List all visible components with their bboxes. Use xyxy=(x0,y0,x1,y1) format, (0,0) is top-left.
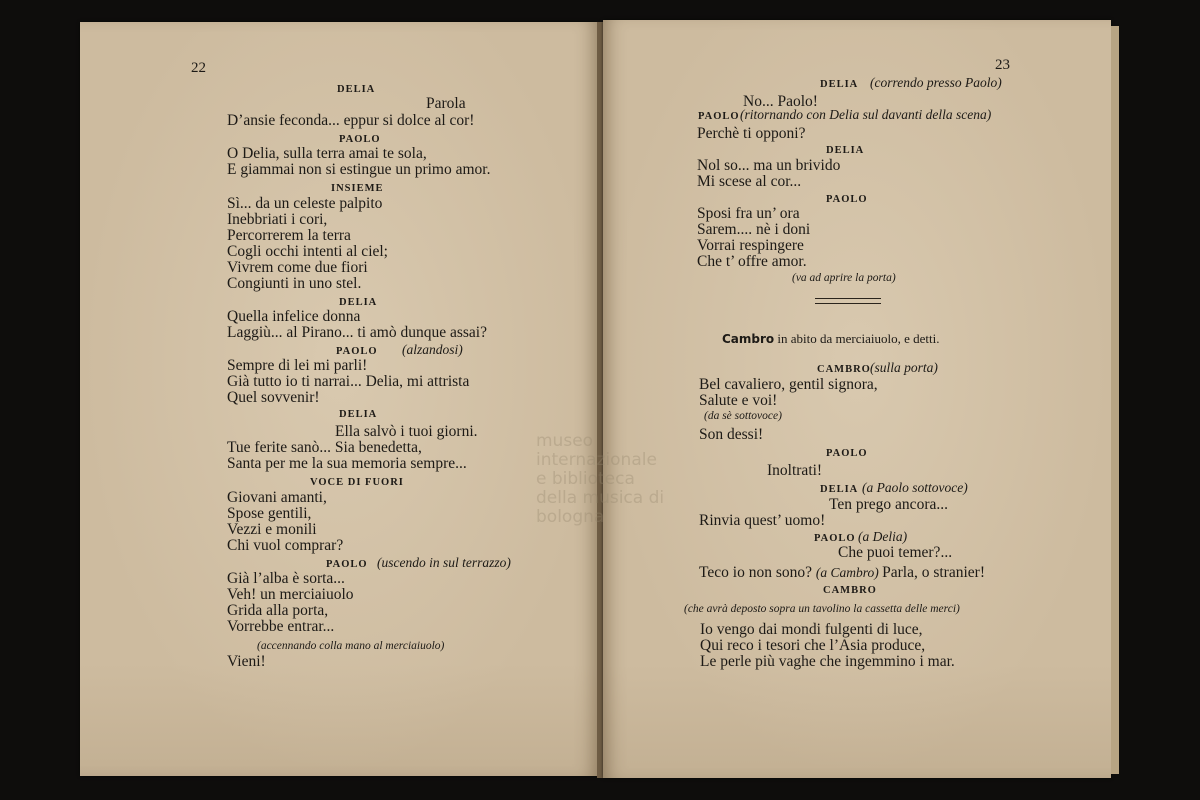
speaker-name: DELIA xyxy=(820,79,859,90)
speaker-name: CAMBRO xyxy=(817,364,871,375)
verse-line: Mi scese al cor... xyxy=(697,173,802,190)
verse-line: Vezzi e monili xyxy=(227,521,317,538)
verse-line: Veh! un merciaiuolo xyxy=(227,586,354,603)
verse-line: E giammai non si estingue un primo amor. xyxy=(227,161,491,178)
stage-direction: (uscendo in sul terrazzo) xyxy=(377,555,511,570)
verse-line: Salute e voi! xyxy=(699,392,778,409)
verse-line: Nol so... ma un brivido xyxy=(697,157,841,174)
verse-line: Sì... da un celeste palpito xyxy=(227,195,383,212)
scene-heading: Cambro in abito da merciaiuolo, e detti. xyxy=(722,331,940,346)
verse-line: Quel sovvenir! xyxy=(227,389,320,406)
verse-line: Già tutto io ti narrai... Delia, mi attrista xyxy=(227,373,470,390)
stage-direction: (sulla porta) xyxy=(870,360,938,375)
verse-line: Qui reco i tesori che l’Asia produce, xyxy=(700,637,926,654)
speaker-name: PAOLO xyxy=(336,346,378,357)
verse-line: Vivrem come due fiori xyxy=(227,259,368,276)
verse-line: Inoltrati! xyxy=(767,462,823,479)
verse-line: D’ansie feconda... eppur si dolce al cor! xyxy=(227,112,475,129)
verse-line: Giovani amanti, xyxy=(227,489,327,506)
verse-line: Parola xyxy=(426,95,466,112)
speaker-name: DELIA xyxy=(339,409,378,420)
verse-line: Teco io non sono? (a Cambro) Parla, o stranier! xyxy=(699,564,985,581)
verse-line: Che t’ offre amor. xyxy=(697,253,807,270)
verse-line: Congiunti in uno stel. xyxy=(227,275,362,292)
page-number-left: 22 xyxy=(191,60,206,76)
verse-line: Bel cavaliero, gentil signora, xyxy=(699,376,878,393)
page-edges xyxy=(1111,26,1119,774)
speaker-name: PAOLO xyxy=(698,111,740,122)
verse-line: O Delia, sulla terra amai te sola, xyxy=(227,145,427,162)
speaker-name: PAOLO xyxy=(814,533,856,544)
stage-direction: (da sè sottovoce) xyxy=(704,410,782,422)
verse-line: Vorrai respingere xyxy=(697,237,804,254)
speaker-name: VOCE DI FUORI xyxy=(310,477,404,488)
speaker-name: DELIA xyxy=(826,145,865,156)
verse-line: Perchè ti opponi? xyxy=(697,125,806,142)
verse-line: Santa per me la sua memoria sempre... xyxy=(227,455,467,472)
verse-line: Ten prego ancora... xyxy=(829,496,948,513)
speaker-name: PAOLO xyxy=(339,134,381,145)
verse-line: Laggiù... al Pirano... ti amò dunque assai? xyxy=(227,324,487,341)
stage-direction: (alzandosi) xyxy=(402,342,463,357)
verse-line: Sarem.... nè i doni xyxy=(697,221,811,238)
stage-direction: (a Cambro) xyxy=(815,565,883,580)
stage-direction: (accennando colla mano al merciaiuolo) xyxy=(257,640,445,652)
verse-line: Le perle più vaghe che ingemmino i mar. xyxy=(700,653,955,670)
verse-line: Chi vuol comprar? xyxy=(227,537,344,554)
stage-direction: (va ad aprire la porta) xyxy=(792,272,896,284)
speaker-name: PAOLO xyxy=(826,194,868,205)
speaker-name: INSIEME xyxy=(331,183,384,194)
verse-line: No... Paolo! xyxy=(743,93,818,110)
speaker-name: DELIA xyxy=(337,84,376,95)
verse-line: Vorrebbe entrar... xyxy=(227,618,335,635)
speaker-name: PAOLO xyxy=(826,448,868,459)
speaker-name: DELIA xyxy=(339,297,378,308)
stage-direction: (ritornando con Delia sul davanti della scena) xyxy=(740,107,992,122)
stage-direction: (che avrà deposto sopra un tavolino la cassetta delle merci) xyxy=(684,603,960,615)
verse-line: Spose gentili, xyxy=(227,505,312,522)
verse-line: Io vengo dai mondi fulgenti di luce, xyxy=(700,621,923,638)
stage-direction: (correndo presso Paolo) xyxy=(870,75,1002,90)
stage-direction: (a Delia) xyxy=(858,529,908,544)
verse-line: Grida alla porta, xyxy=(227,602,329,619)
speaker-name: CAMBRO xyxy=(823,585,877,596)
verse-line: Cogli occhi intenti al ciel; xyxy=(227,243,388,260)
verse-line: Rinvia quest’ uomo! xyxy=(699,512,826,529)
verse-line: Sempre di lei mi parli! xyxy=(227,357,368,374)
verse-line: Che puoi temer?... xyxy=(838,544,953,561)
verse-line: Già l’alba è sorta... xyxy=(227,570,345,587)
speaker-name: PAOLO xyxy=(326,559,368,570)
verse-line: Quella infelice donna xyxy=(227,308,361,325)
verse-line: Vieni! xyxy=(227,653,266,670)
scene-divider xyxy=(815,298,881,304)
library-watermark: museo internazionale e biblioteca della musica di bologna xyxy=(536,431,665,527)
verse-line: Sposi fra un’ ora xyxy=(697,205,800,222)
page-number-right: 23 xyxy=(995,57,1010,73)
speaker-name: DELIA xyxy=(820,484,859,495)
stage-direction: (a Paolo sottovoce) xyxy=(862,480,968,495)
verse-line: Tue ferite sanò... Sia benedetta, xyxy=(227,439,422,456)
verse-line: Inebbriati i cori, xyxy=(227,211,328,228)
verse-line: Son dessi! xyxy=(699,426,764,443)
scene-character-name: Cambro xyxy=(722,332,775,346)
verse-line: Ella salvò i tuoi giorni. xyxy=(335,423,478,440)
verse-line: Percorrerem la terra xyxy=(227,227,351,244)
